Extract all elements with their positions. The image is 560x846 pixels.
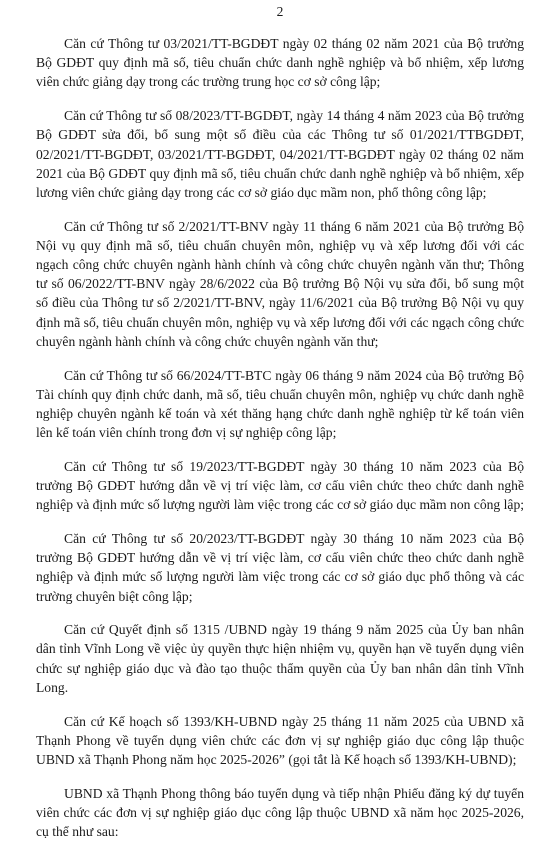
paragraph-announcement: UBND xã Thạnh Phong thông báo tuyển dụng và tiếp nhận Phiếu đăng ký dự tuyển viên chức các đơn vị sự nghiệp giáo dục công lập thuộc UBND xã năm học 2025-2026, cụ thể như sau: (36, 785, 524, 840)
paragraph-circular-2-2021-bnv: Căn cứ Thông tư số 2/2021/TT-BNV ngày 11 tháng 6 năm 2021 của Bộ trưởng Bộ Nội vụ quy định mã số, tiêu chuẩn chuyên môn, nghiệp vụ và xếp lương đối với các ngạch công chức chuyên ngành hành chính và công chức chuyên ngành văn thư; Thông tư số 06/2022/TT-BNV ngày 28/6/2022 của Bộ trưởng Bộ Nội vụ sửa đổi, bổ sung một số điều của Thông tư số 2/2021/TT-BNV, ngày 11/6/2021 của Bộ trưởng Bộ Nội vụ quy định mã số, tiêu chuẩn chuyên môn, nghiệp vụ và xếp lương đối với các ngạch công chức chuyên ngành hành chính và công chức chuyên ngành văn thư; (36, 218, 524, 349)
paragraph-plan-1393: Căn cứ Kế hoạch số 1393/KH-UBND ngày 25 tháng 11 năm 2025 của UBND xã Thạnh Phong về tuyển dụng viên chức các đơn vị sự nghiệp giáo dục công lập thuộc UBND xã Thạnh Phong năm học 2025-2026” (gọi tắt là Kế hoạch số 1393/KH-UBND); (36, 713, 524, 767)
paragraph-circular-19-2023: Căn cứ Thông tư số 19/2023/TT-BGDĐT ngày 30 tháng 10 năm 2023 của Bộ trưởng Bộ GDĐT hướng dẫn về vị trí việc làm, cơ cấu viên chức theo chức danh nghề nghiệp và định mức số lượng người làm việc trong các cơ sở giáo dục mầm non công lập; (36, 458, 525, 513)
paragraph-decision-1315: Căn cứ Quyết định số 1315 /UBND ngày 19 tháng 9 năm 2025 của Ủy ban nhân dân tỉnh Vĩnh Long về việc ủy quyền thực hiện nhiệm vụ, quyền hạn về tuyển dụng viên chức sự nghiệp giáo dục và đào tạo thuộc thẩm quyền của Ủy ban nhân dân tỉnh Vĩnh Long. (36, 622, 524, 695)
paragraph-circular-08-2023: Căn cứ Thông tư số 08/2023/TT-BGDĐT, ngày 14 tháng 4 năm 2023 của Bộ trưởng Bộ GDĐT sửa đổi, bổ sung một số điều của các Thông tư số 01/2021/TTBGDĐT, 02/2021/TT-BGDĐT, 03/2021/TT-BGDĐT, 04/2021/TT-BGDĐT ngày 02 tháng 02 năm 2021 của Bộ GDĐT quy định mã số, tiêu chuẩn chức danh nghề nghiệp và bổ nhiệm, xếp lương viên chức giảng dạy trong các cơ sở giáo dục mầm non, phổ thông công lập; (36, 108, 524, 200)
page-number: 2 (276, 4, 284, 19)
paragraph-circular-03-2021: Căn cứ Thông tư 03/2021/TT-BGDĐT ngày 02 tháng 02 năm 2021 của Bộ trưởng Bộ GDĐT quy định mã số, tiêu chuẩn chức danh nghề nghiệp và bổ nhiệm, xếp lương viên chức giảng dạy trong các trường trung học cơ sở công lập; (36, 36, 524, 90)
paragraph-circular-66-2024-btc: Căn cứ Thông tư số 66/2024/TT-BTC ngày 06 tháng 9 năm 2024 của Bộ trưởng Bộ Tài chính quy định chức danh, mã số, tiêu chuẩn chuyên môn, nghiệp vụ chức danh nghề nghiệp chuyên ngành kế toán và xét thăng hạng chức danh nghề nghiệp từ kế toán viên lên kế toán viên chính trong đơn vị sự nghiệp công lập; (36, 367, 524, 441)
paragraph-circular-20-2023: Căn cứ Thông tư số 20/2023/TT-BGDĐT ngày 30 tháng 10 năm 2023 của Bộ trưởng Bộ GDĐT hướng dẫn về vị trí việc làm, cơ cấu viên chức theo chức danh nghề nghiệp và định mức số lượng người làm việc trong các cơ sở giáo dục phổ thông và các trường chuyên biệt công lập; (36, 530, 524, 604)
